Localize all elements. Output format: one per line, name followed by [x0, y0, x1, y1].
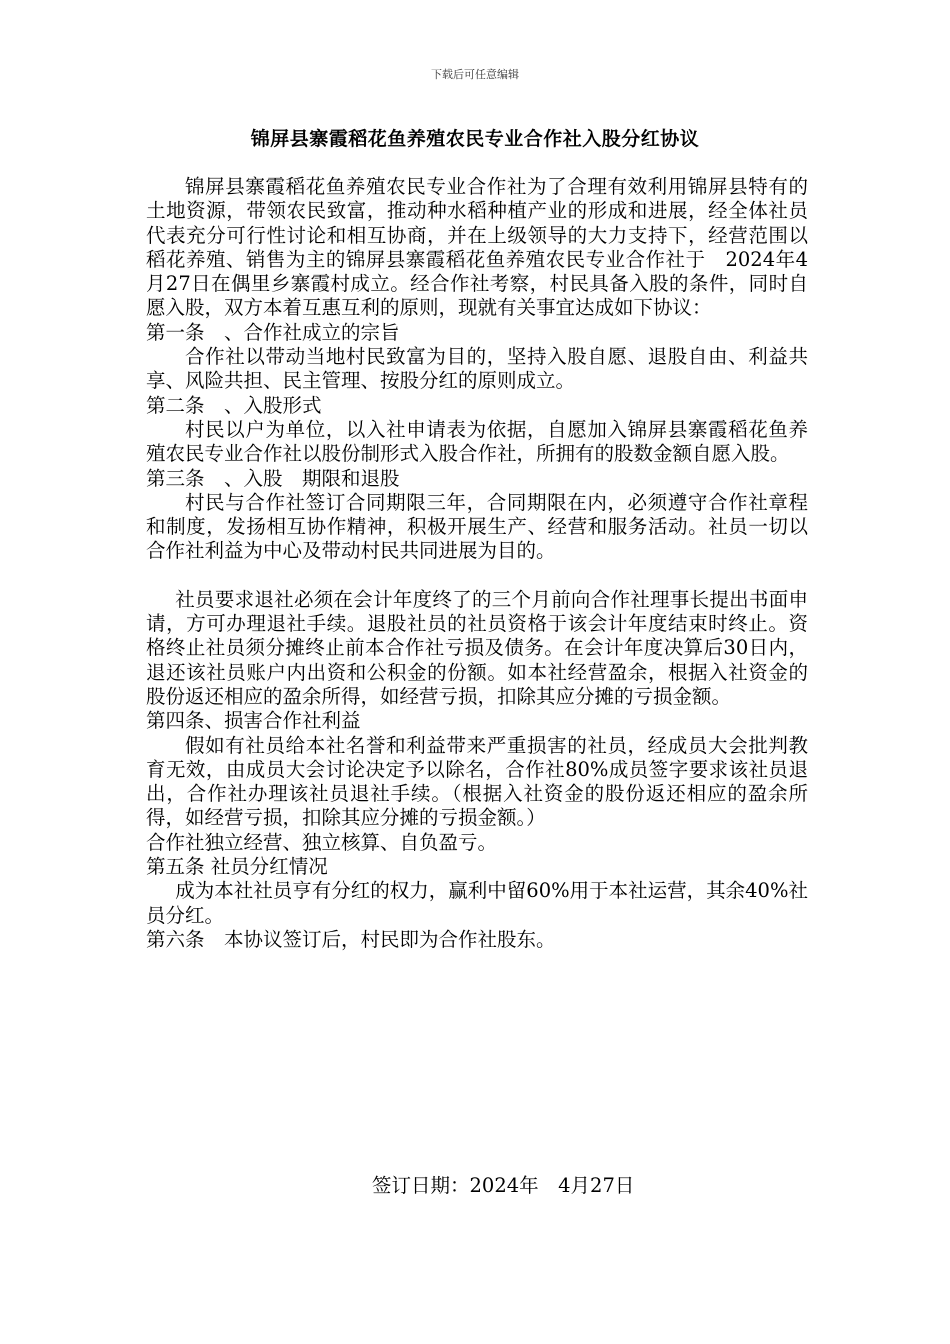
- article-4-heading: 第四条、损害合作社利益: [146, 709, 361, 733]
- article-2-body: 村民以户为单位，以入社申请表为依据，自愿加入锦屏县寨霞稻花鱼养殖农民专业合作社以股份制形式入股合作社，所拥有的股数金额自愿入股。: [146, 417, 808, 466]
- article-1-heading: 第一条 、合作社成立的宗旨: [146, 320, 400, 344]
- intro-paragraph: 锦屏县寨霞稻花鱼养殖农民专业合作社为了合理有效利用锦屏县特有的土地资源，带领农民致富，推动种水稻种植产业的形成和进展，经全体社员代表充分可行性讨论和相互协商，并在上级领导的大力支持下，经营范围以稻花养殖、销售为主的锦屏县寨霞稻花鱼养殖农民专业合作社于 2024年4月27日在偶里乡寨霞村成立。经合作社考察，村民具备入股的条件，同时自愿入股，双方本着互惠互利的原则，现就有关事宜达成如下协议：: [146, 175, 808, 320]
- article-2-heading: 第二条 、入股形式: [146, 393, 322, 417]
- article-6-line: 第六条 本协议签订后，村民即为合作社股东。: [146, 927, 556, 951]
- article-3-body: 村民与合作社签订合同期限三年，合同期限在内，必须遵守合作社章程和制度，发扬相互协作精神，积极开展生产、经营和服务活动。社员一切以合作社利益为中心及带动村民共同进展为目的。: [146, 490, 808, 563]
- header-note: 下载后可任意编辑: [431, 68, 519, 81]
- signing-date: 签订日期：2024年 4月27日: [372, 1174, 635, 1197]
- article-3-withdrawal: 社员要求退社必须在会计年度终了的三个月前向合作社理事长提出书面申请，方可办理退社手续。退股社员的社员资格于该会计年度结束时终止。资格终止社员须分摊终止前本合作社亏损及债务。在会计年度决算后30日内，退还该社员账户内出资和公积金的份额。如本社经营盈余，根据入社资金的股份返还相应的盈余所得，如经营亏损，扣除其应分摊的亏损金额。: [146, 587, 808, 708]
- article-4-independent: 合作社独立经营、独立核算、自负盈亏。: [146, 830, 498, 854]
- article-3-heading: 第三条 、入股 期限和退股: [146, 466, 400, 490]
- article-1-body: 合作社以带动当地村民致富为目的，坚持入股自愿、退股自由、利益共享、风险共担、民主管理、按股分红的原则成立。: [146, 345, 808, 393]
- document-body: [146, 175, 808, 952]
- document-title: 锦屏县寨霞稻花鱼养殖农民专业合作社入股分红协议: [250, 128, 700, 150]
- article-5-body: 成为本社社员亨有分红的权力，赢利中留60%用于本社运营，其余40%社员分红。: [146, 879, 808, 927]
- article-4-body: 假如有社员给本社名誉和利益带来严重损害的社员，经成员大会批判教育无效，由成员大会讨论决定予以除名，合作社80%成员签字要求该社员退出，合作社办理该社员退社手续。（根据入社资金的股份返还相应的盈余所得，如经营亏损，扣除其应分摊的亏损金额。）: [146, 733, 808, 830]
- article-5-heading: 第五条 社员分红情况: [146, 855, 328, 879]
- paragraph-gap: [146, 564, 808, 588]
